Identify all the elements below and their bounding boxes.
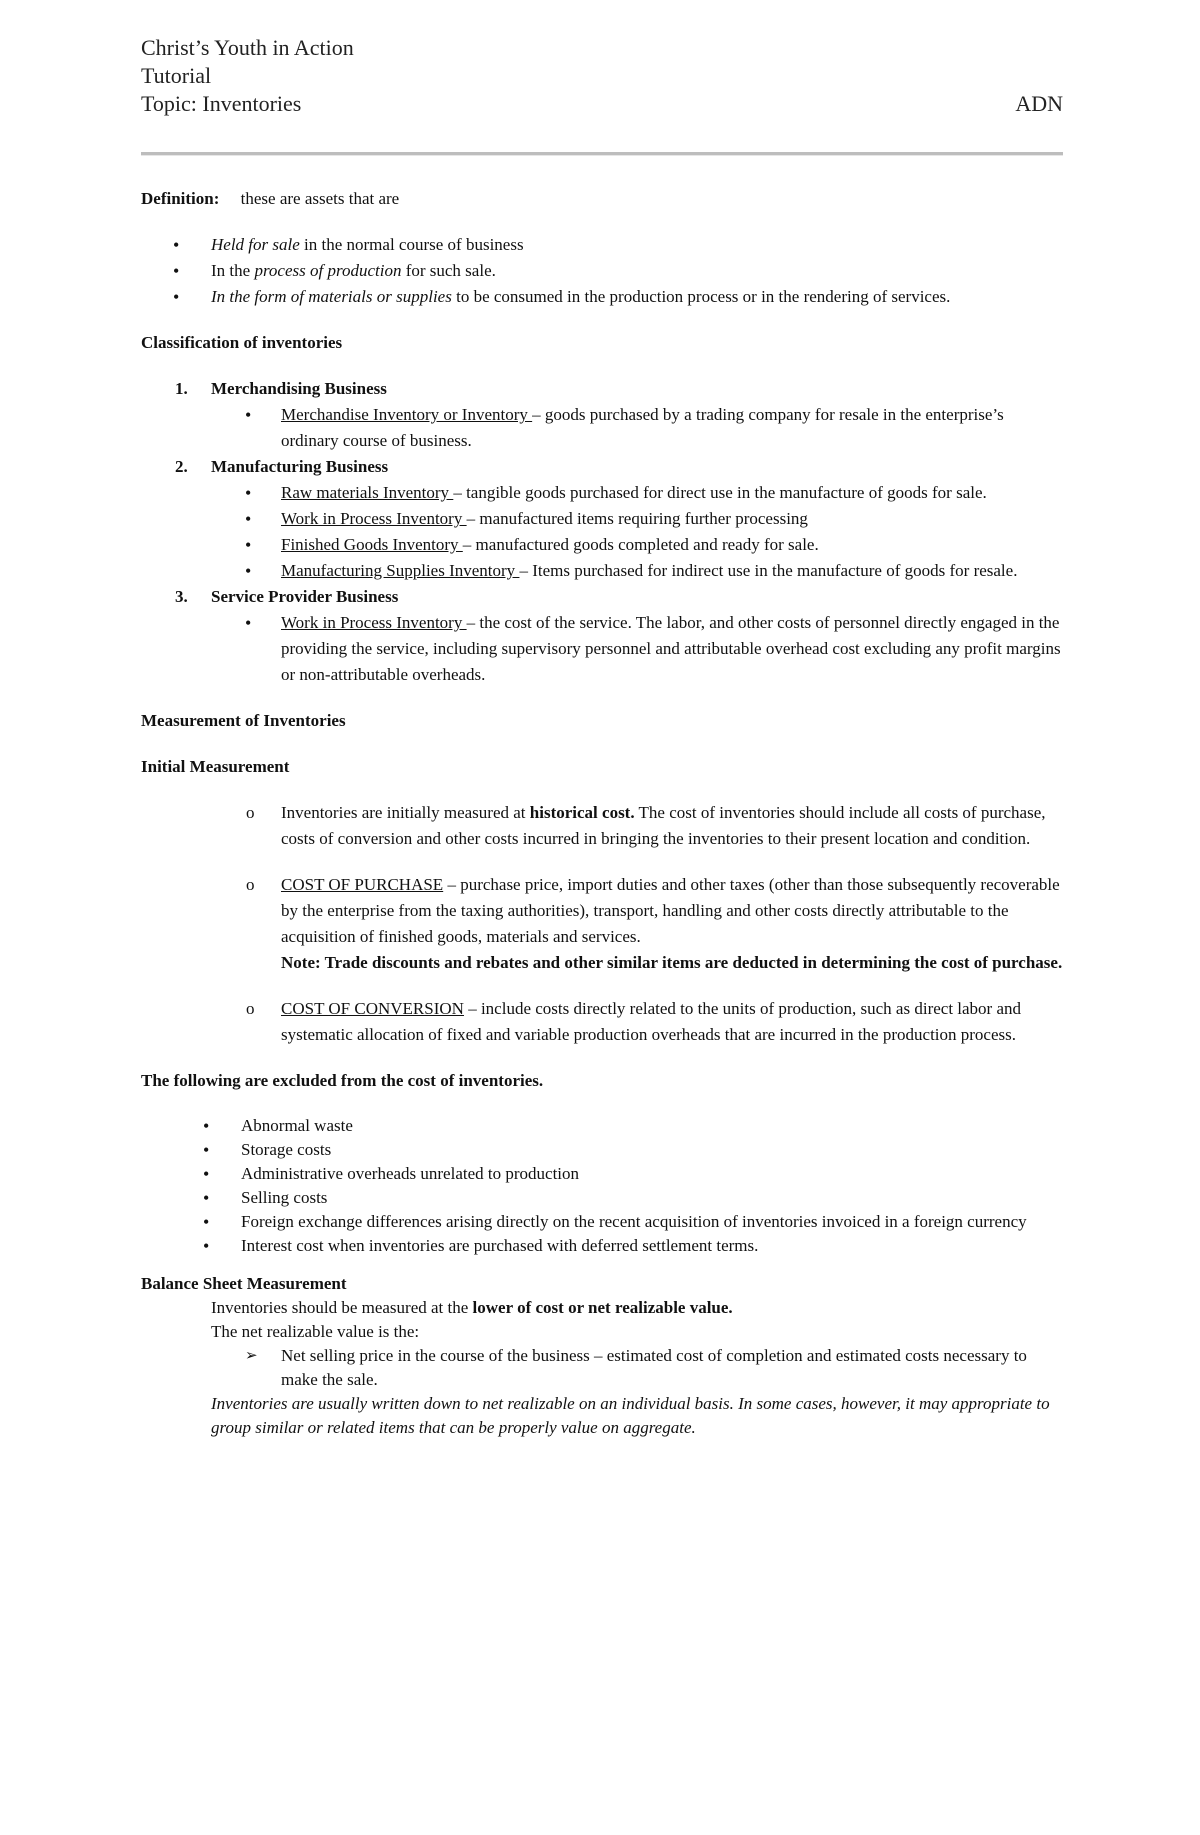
header-type: Tutorial [141,63,212,88]
list-item: • Merchandise Inventory or Inventory – goods purchased by a trading company for resale in the enterprise’s ordinary course of business. [141,402,1063,454]
list-item: • Held for sale in the normal course of business [141,232,1063,258]
list-item: • Abnormal waste [141,1114,1063,1138]
subsection-heading: Initial Measurement [141,757,290,776]
list-item: • Interest cost when inventories are purchased with deferred settlement terms. [141,1234,1063,1258]
list-item: • Foreign exchange differences arising directly on the recent acquisition of inventories invoiced in a foreign currency [141,1210,1063,1234]
header-divider [141,152,1063,156]
measurement-item: o COST OF CONVERSION – include costs directly related to the units of production, such as direct labor and systematic allocation of fixed and variable production overheads that are incurred in the production process. [141,996,1063,1048]
balance-line: The net realizable value is the: [211,1322,420,1341]
definition-label: Definition: [141,189,220,208]
list-item: • Work in Process Inventory – the cost of the service. The labor, and other costs of personnel directly engaged in the providing the service, including supervisory personnel and attributable overhead cost excluding any profit margins or non-attributable overheads. [141,610,1063,688]
excluded-list [141,1114,1063,1258]
section-heading: The following are excluded from the cost of inventories. [141,1071,544,1090]
classification-group: 1. Merchandising Business [175,379,387,398]
section-heading: Balance Sheet Measurement [141,1274,347,1293]
definition-list [141,232,1063,310]
measurement-item: o COST OF PURCHASE – purchase price, import duties and other taxes (other than those subsequently recoverable by the enterprise from the taxing authorities), transport, handling and other costs directly attributable to the acquisition of finished goods, materials and services. Note: Trade discounts and rebates and other similar items are deducted in determining the cost of purchase. [141,872,1063,976]
definition-text: these are assets that are [240,189,400,208]
list-item: • Work in Process Inventory – manufactured items requiring further processing [141,506,1063,532]
italic-note: Inventories are usually written down to net realizable on an individual basis. In some cases, however, it may appropriate to group similar or related items that can be properly value on aggregate. [211,1394,1050,1437]
section-heading: Classification of inventories [141,333,343,352]
list-item: • In the form of materials or supplies to be consumed in the production process or in the rendering of services. [141,284,1063,310]
list-item: • In the process of production for such sale. [141,258,1063,284]
measurement-item: o Inventories are initially measured at historical cost. The cost of inventories should include all costs of purchase, costs of conversion and other costs incurred in bringing the inventories to their present location and condition. [141,800,1063,852]
list-item: • Storage costs [141,1138,1063,1162]
list-item: • Manufacturing Supplies Inventory – Items purchased for indirect use in the manufacture of goods for resale. [141,558,1063,584]
classification-group: 3. Service Provider Business [175,587,399,606]
header-organization: Christ’s Youth in Action [141,35,354,60]
list-item: • Administrative overheads unrelated to production [141,1162,1063,1186]
list-item: ➢ Net selling price in the course of the business – estimated cost of completion and estimated costs necessary to make the sale. [141,1344,1063,1392]
document-body [141,186,1063,1440]
header-topic: Topic: Inventories [141,91,302,116]
note: Note: Trade discounts and rebates and other similar items are deducted in determining the cost of purchase. [281,953,1063,972]
classification-group: 2. Manufacturing Business [175,457,389,476]
list-item: • Raw materials Inventory – tangible goods purchased for direct use in the manufacture of goods for sale. [141,480,1063,506]
section-heading: Measurement of Inventories [141,711,346,730]
header-author: ADN [1015,91,1063,116]
balance-line: Inventories should be measured at the lower of cost or net realizable value. [211,1298,733,1317]
list-item: • Finished Goods Inventory – manufactured goods completed and ready for sale. [141,532,1063,558]
list-item: • Selling costs [141,1186,1063,1210]
definition-paragraph [141,186,1063,212]
document-header [141,34,1063,118]
